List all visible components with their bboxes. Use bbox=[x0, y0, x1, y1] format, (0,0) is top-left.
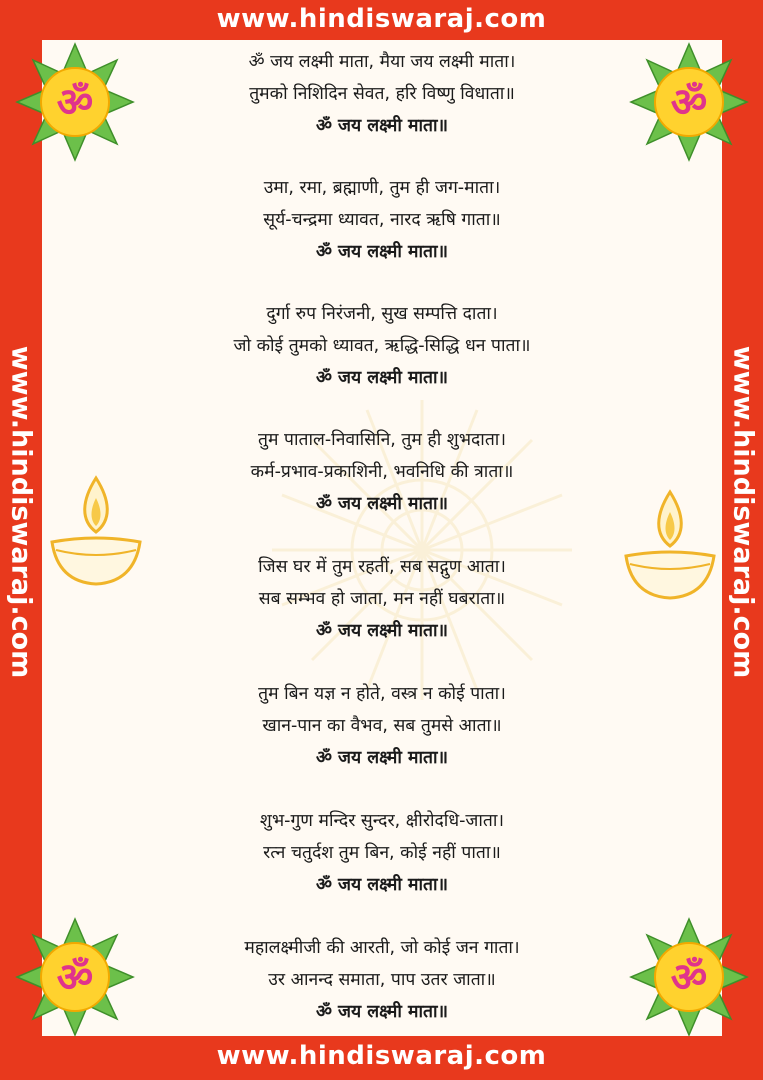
refrain-line: ॐ जय लक्ष्मी माता॥ bbox=[315, 875, 448, 895]
stanza bbox=[42, 805, 722, 901]
verse-line: शुभ-गुण मन्दिर सुन्दर, क्षीरोदधि-जाता। bbox=[259, 811, 505, 831]
verse-line: महालक्ष्मीजी की आरती, जो कोई जन गाता। bbox=[244, 938, 520, 958]
stanza bbox=[42, 46, 722, 142]
refrain-line: ॐ जय लक्ष्मी माता॥ bbox=[315, 1002, 448, 1022]
refrain-line: ॐ जय लक्ष्मी माता॥ bbox=[315, 116, 448, 136]
right-vertical-website: www.hindiswaraj.com bbox=[727, 345, 758, 679]
top-website-banner: www.hindiswaraj.com bbox=[216, 4, 547, 34]
refrain-line: ॐ जय लक्ष्मी माता॥ bbox=[315, 494, 448, 514]
verse-line: दुर्गा रुप निरंजनी, सुख सम्पत्ति दाता। bbox=[266, 304, 498, 324]
stanza bbox=[42, 172, 722, 268]
verse-line: तुम बिन यज्ञ न होते, वस्त्र न कोई पाता। bbox=[258, 684, 506, 704]
verse-line: खान-पान का वैभव, सब तुमसे आता॥ bbox=[262, 716, 502, 736]
stanza bbox=[42, 551, 722, 647]
stanza bbox=[42, 678, 722, 774]
verse-line: जिस घर में तुम रहतीं, सब सद्गुण आता। bbox=[258, 557, 506, 577]
stanza bbox=[42, 298, 722, 394]
svg-text:ॐ: ॐ bbox=[56, 80, 94, 126]
stanza bbox=[42, 932, 722, 1028]
refrain-line: ॐ जय लक्ष्मी माता॥ bbox=[315, 621, 448, 641]
verse-line: सूर्य-चन्द्रमा ध्यावत, नारद ऋषि गाता॥ bbox=[263, 210, 501, 230]
verse-line: जो कोई तुमको ध्यावत, ऋद्धि-सिद्धि धन पाता॥ bbox=[233, 336, 531, 356]
verse-line: कर्म-प्रभाव-प्रकाशिनी, भवनिधि की त्राता॥ bbox=[250, 462, 514, 482]
left-vertical-website: www.hindiswaraj.com bbox=[5, 345, 37, 679]
bottom-website-banner: www.hindiswaraj.com bbox=[216, 1041, 547, 1071]
verse-line: तुमको निशिदिन सेवत, हरि विष्णु विधाता॥ bbox=[249, 84, 515, 104]
svg-text:ॐ: ॐ bbox=[670, 955, 708, 1001]
verse-line: तुम पाताल-निवासिनि, तुम ही शुभदाता। bbox=[258, 430, 506, 450]
verse-line: रत्न चतुर्दश तुम बिन, कोई नहीं पाता॥ bbox=[263, 843, 501, 863]
refrain-line: ॐ जय लक्ष्मी माता॥ bbox=[315, 748, 448, 768]
verse-line: उमा, रमा, ब्रह्माणी, तुम ही जग-माता। bbox=[263, 178, 501, 198]
refrain-line: ॐ जय लक्ष्मी माता॥ bbox=[315, 242, 448, 262]
verse-line: सब सम्भव हो जाता, मन नहीं घबराता॥ bbox=[258, 589, 506, 609]
refrain-line: ॐ जय लक्ष्मी माता॥ bbox=[315, 368, 448, 388]
svg-text:ॐ: ॐ bbox=[670, 80, 708, 126]
svg-text:ॐ: ॐ bbox=[56, 955, 94, 1001]
verse-line: उर आनन्द समाता, पाप उतर जाता॥ bbox=[268, 970, 496, 990]
stanza bbox=[42, 424, 722, 520]
verse-line: ॐ जय लक्ष्मी माता, मैया जय लक्ष्मी माता। bbox=[248, 52, 516, 72]
